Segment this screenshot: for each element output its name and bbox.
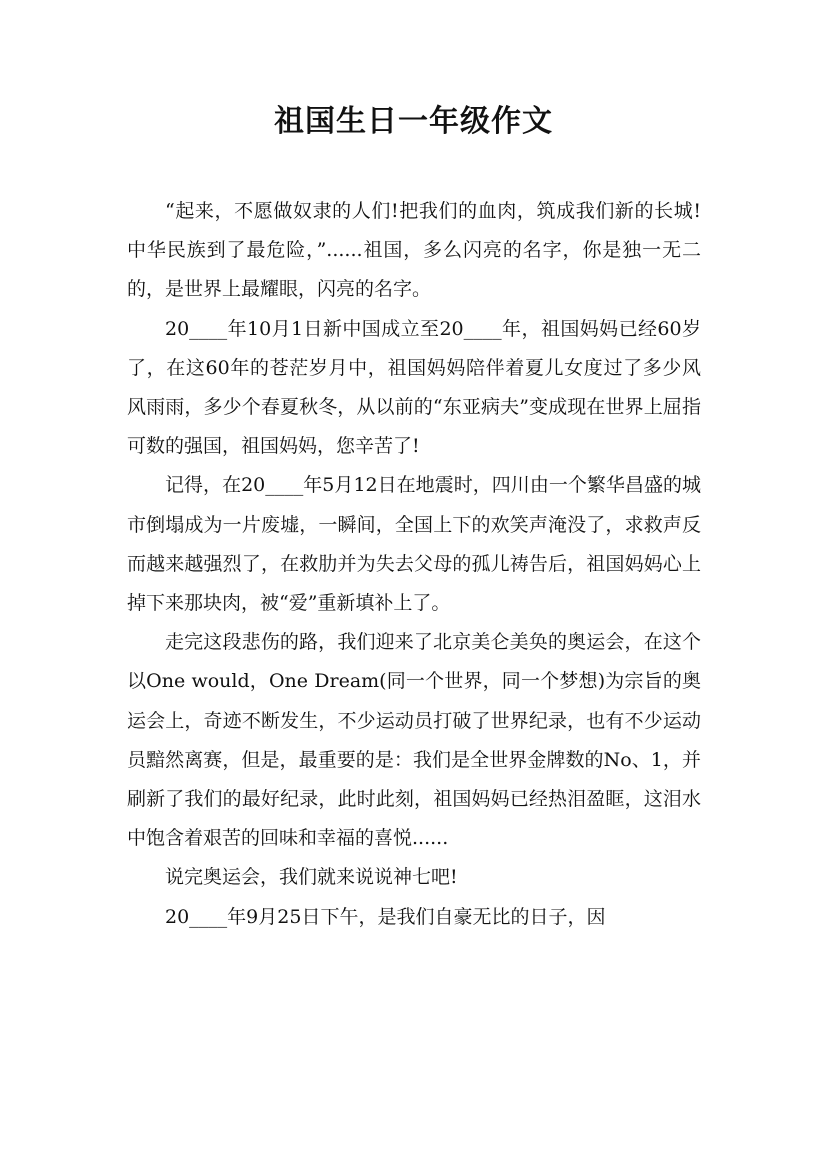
paragraph-5: 说完奥运会，我们就来说说神七吧! — [165, 866, 458, 889]
paragraph-3: 记得，在20____年5月12日在地震时，四川由一个繁华昌盛的城市倒塌成为一片废墟，一瞬间，全国上下的欢笑声淹没了，求救声反而越来越强烈了，在救肋并为失去父母的孤儿祷告后，祖国妈妈心上掉下来那块肉，被“爱”重新填补上了。 — [127, 474, 701, 615]
document-body — [127, 192, 701, 937]
paragraph-1: “起来，不愿做奴隶的人们!把我们的血肉，筑成我们新的长城!中华民族到了最危险，”......祖国，多么闪亮的名字，你是独一无二的，是世界上最耀眼，闪亮的名字。 — [127, 200, 701, 301]
paragraph-4: 走完这段悲伤的路，我们迎来了北京美仑美奂的奥运会，在这个以One would，One Dream(同一个世界，同一个梦想)为宗旨的奥运会上，奇迹不断发生，不少运动员打破了世界纪录，也有不少运动员黯然离赛，但是，最重要的是：我们是全世界金牌数的No、1，并刷新了我们的最好纪录，此时此刻，祖国妈妈已经热泪盈眶，这泪水中饱含着艰苦的回味和幸福的喜悦...... — [127, 631, 701, 850]
document-title: 祖国生日一年级作文 — [274, 104, 553, 139]
paragraph-2: 20____年10月1日新中国成立至20____年，祖国妈妈已经60岁了，在这60年的苍茫岁月中，祖国妈妈陪伴着夏儿女度过了多少风风雨雨，多少个春夏秋冬，从以前的“东亚病夫”变成现在世界上屈指可数的强国，祖国妈妈，您辛苦了! — [127, 317, 701, 458]
paragraph-6: 20____年9月25日下午，是我们自豪无比的日子，因 — [165, 905, 606, 928]
